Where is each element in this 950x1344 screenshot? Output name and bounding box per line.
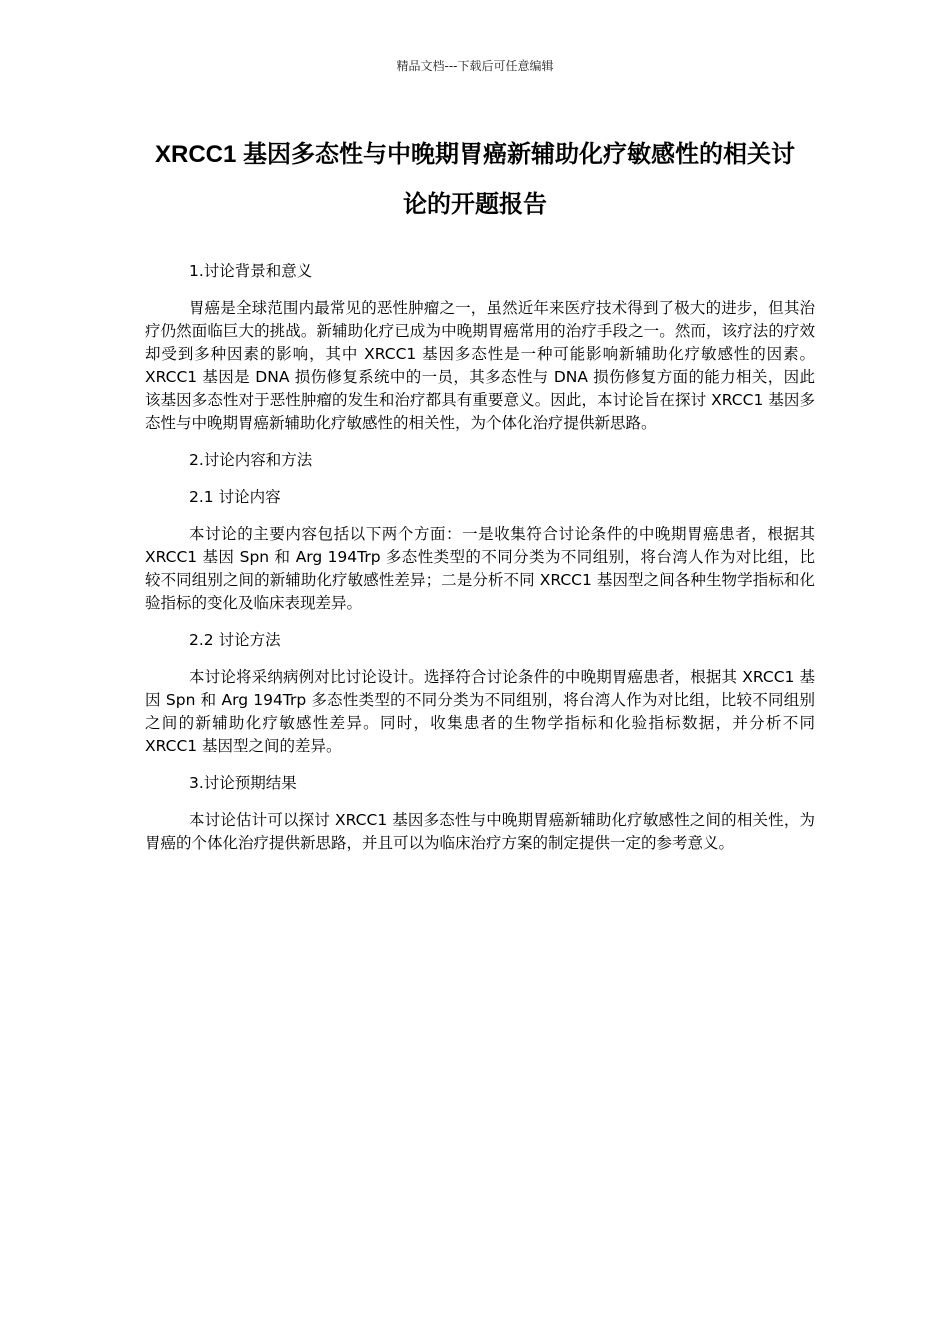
section-paragraph-expected-results: 本讨论估计可以探讨 XRCC1 基因多态性与中晚期胃癌新辅助化疗敏感性之间的相关性，为胃癌的个体化治疗提供新思路，并且可以为临床治疗方案的制定提供一定的参考意义。 [145, 811, 815, 852]
header-note: 精品文档---下载后可任意编辑 [396, 59, 554, 73]
section-paragraph-background: 胃癌是全球范围内最常见的恶性肿瘤之一，虽然近年来医疗技术得到了极大的进步，但其治疗仍然面临巨大的挑战。新辅助化疗已成为中晚期胃癌常用的治疗手段之一。然而，该疗法的疗效却受到多种因素的影响，其中 XRCC1 基因多态性是一种可能影响新辅助化疗敏感性的因素。XRCC1 基因是 DNA 损伤修复系统中的一员，其多态性与 DNA 损伤修复方面的能力相关，因此该基因多态性对于恶性肿瘤的发生和治疗都具有重要意义。因此，本讨论旨在探讨 XRCC1 基因多态性与中晚期胃癌新辅助化疗敏感性的相关性，为个体化治疗提供新思路。 [145, 299, 815, 432]
section-paragraph-content: 本讨论的主要内容包括以下两个方面：一是收集符合讨论条件的中晚期胃癌患者，根据其 XRCC1 基因 Spn 和 Arg 194Trp 多态性类型的不同分类为不同组别，将台湾人作为对比组，比较不同组别之间的新辅助化疗敏感性差异；二是分析不同 XRCC1 基因型之间各种生物学指标和化验指标的变化及临床表现差异。 [145, 525, 815, 612]
section-heading-background: 1.讨论背景和意义 [189, 262, 313, 280]
document-body [145, 260, 815, 869]
section-heading-expected-results: 3.讨论预期结果 [189, 774, 297, 792]
document-title: XRCC1 基因多态性与中晚期胃癌新辅助化疗敏感性的相关讨论的开题报告 [154, 141, 796, 218]
section-paragraph-methods: 本讨论将采纳病例对比讨论设计。选择符合讨论条件的中晚期胃癌患者，根据其 XRCC1 基因 Spn 和 Arg 194Trp 多态性类型的不同分类为不同组别，将台湾人作为对比组，比较不同组别之间的新辅助化疗敏感性差异。同时，收集患者的生物学指标和化验指标数据，并分析不同 XRCC1 基因型之间的差异。 [145, 668, 815, 755]
section-heading-content: 2.1 讨论内容 [189, 488, 281, 506]
section-heading-methods: 2.2 讨论方法 [189, 631, 281, 649]
section-heading-content-methods: 2.讨论内容和方法 [189, 451, 313, 469]
